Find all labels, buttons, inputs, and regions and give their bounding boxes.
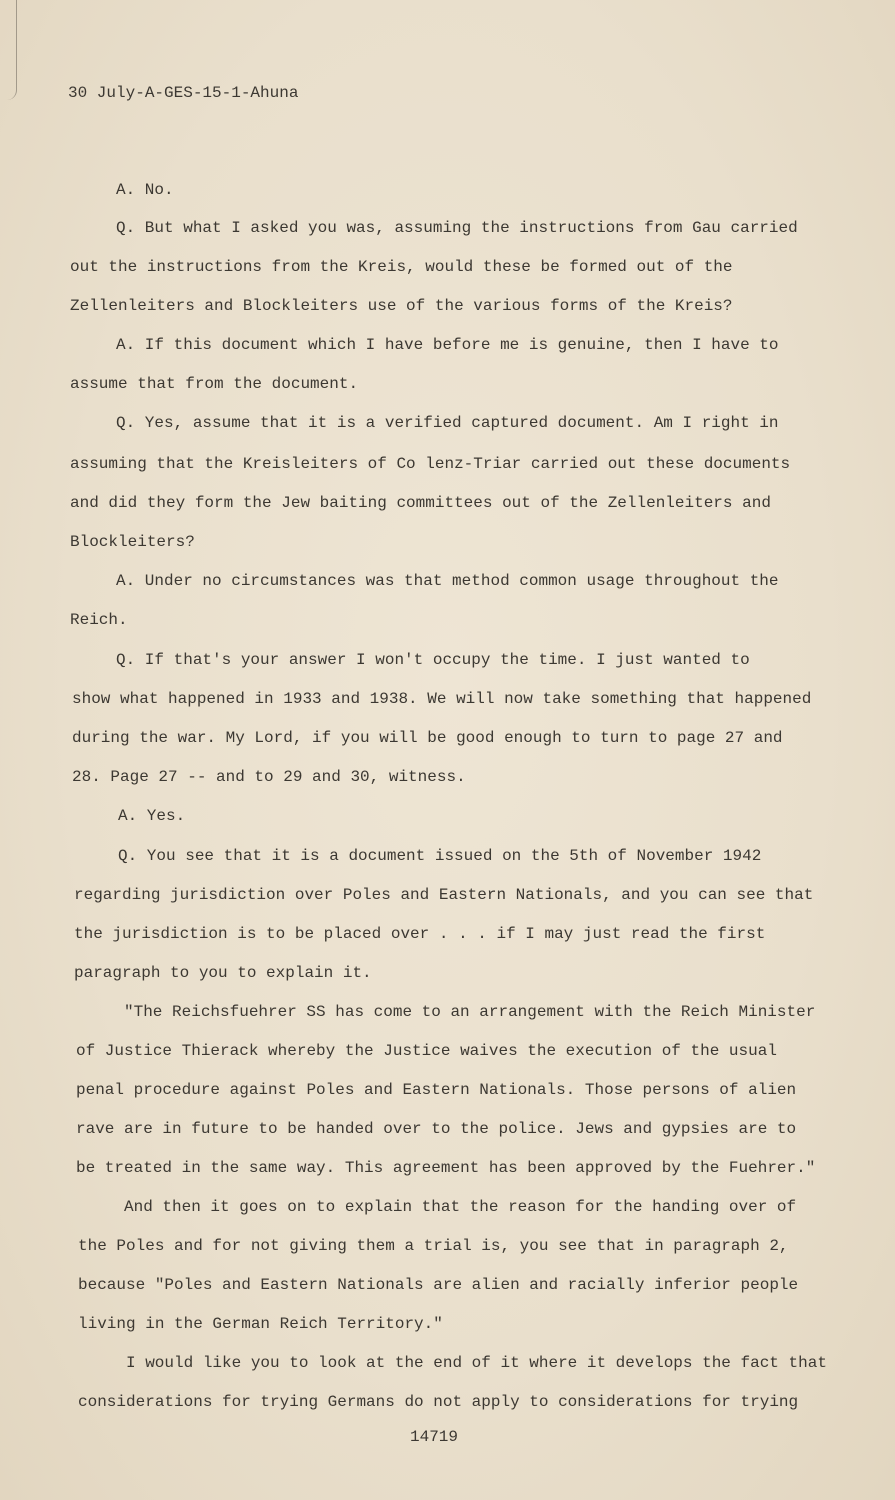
text-line: regarding jurisdiction over Poles and Eastern Nationals, and you can see that xyxy=(74,886,814,904)
page-header: 30 July-A-GES-15-1-Ahuna xyxy=(68,84,299,102)
text-line: and did they form the Jew baiting committees out of the Zellenleiters and xyxy=(70,494,771,512)
text-line: "The Reichsfuehrer SS has come to an arrangement with the Reich Minister xyxy=(124,1003,816,1021)
text-line: A. Under no circumstances was that method common usage throughout the xyxy=(116,572,779,590)
text-line: the jurisdiction is to be placed over . . . if I may just read the first xyxy=(74,925,766,943)
text-line: out the instructions from the Kreis, would these be formed out of the xyxy=(70,258,733,276)
text-line: be treated in the same way. This agreement has been approved by the Fuehrer." xyxy=(76,1159,816,1177)
text-line: 28. Page 27 -- and to 29 and 30, witness. xyxy=(72,768,466,786)
text-line: Blockleiters? xyxy=(70,533,195,551)
page-number: 14719 xyxy=(410,1428,459,1446)
text-line: Reich. xyxy=(70,611,128,629)
text-line: Zellenleiters and Blockleiters use of the various forms of the Kreis? xyxy=(70,297,733,315)
text-line: penal procedure against Poles and Eastern Nationals. Those persons of alien xyxy=(76,1081,797,1099)
text-line: living in the German Reich Territory." xyxy=(78,1315,443,1333)
text-line: of Justice Thierack whereby the Justice waives the execution of the usual xyxy=(76,1042,777,1060)
text-line: I would like you to look at the end of it where it develops the fact that xyxy=(126,1354,827,1372)
text-line: paragraph to you to explain it. xyxy=(74,964,372,982)
text-line: rave are in future to be handed over to the police. Jews and gypsies are to xyxy=(76,1120,797,1138)
text-line: A. No. xyxy=(116,181,174,199)
text-line: Q. Yes, assume that it is a verified captured document. Am I right in xyxy=(116,414,779,432)
text-line: assuming that the Kreisleiters of Co lenz-Triar carried out these documents xyxy=(70,455,791,473)
text-line: A. Yes. xyxy=(118,807,186,825)
text-line: Q. You see that it is a document issued on the 5th of November 1942 xyxy=(118,847,762,865)
text-line: A. If this document which I have before me is genuine, then I have to xyxy=(116,336,779,354)
text-line: Q. But what I asked you was, assuming the instructions from Gau carried xyxy=(116,219,798,237)
text-line: assume that from the document. xyxy=(70,375,359,393)
text-line: And then it goes on to explain that the reason for the handing over of xyxy=(124,1198,797,1216)
text-line: the Poles and for not giving them a trial is, you see that in paragraph 2, xyxy=(78,1237,789,1255)
page-edge-mark xyxy=(0,0,17,100)
text-line: because "Poles and Eastern Nationals are alien and racially inferior people xyxy=(78,1276,799,1294)
text-line: considerations for trying Germans do not apply to considerations for trying xyxy=(78,1393,799,1411)
text-line: Q. If that's your answer I won't occupy the time. I just wanted to xyxy=(116,651,750,669)
text-line: show what happened in 1933 and 1938. We will now take something that happened xyxy=(72,690,812,708)
text-line: during the war. My Lord, if you will be good enough to turn to page 27 and xyxy=(72,729,783,747)
